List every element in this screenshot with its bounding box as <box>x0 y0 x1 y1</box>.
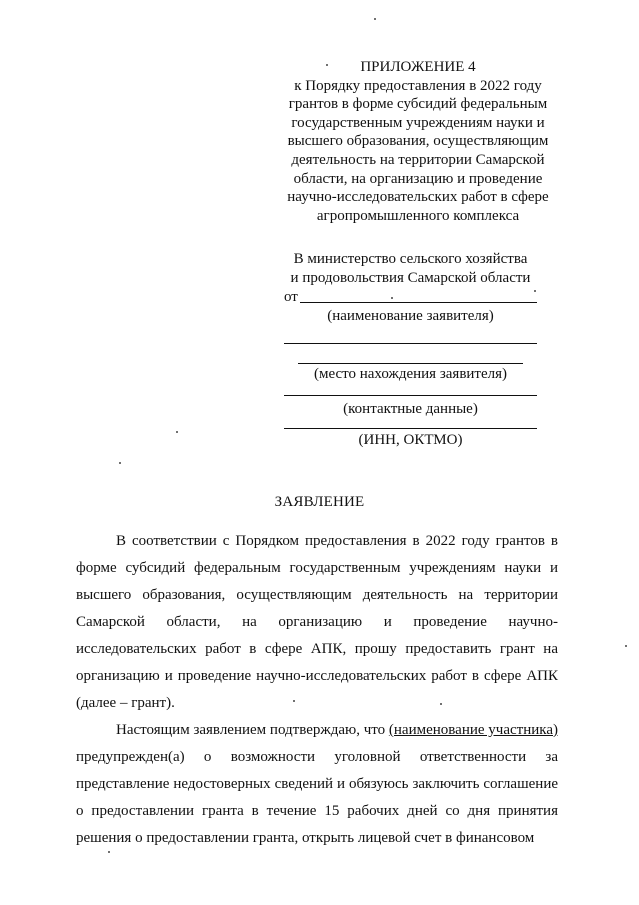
appendix-line: области, на организацию и проведение <box>293 170 543 187</box>
statement-title: ЗАЯВЛЕНИЕ <box>274 494 365 510</box>
inn-caption: (ИНН, ОКТМО) <box>358 432 463 449</box>
inn-blank[interactable] <box>284 427 537 429</box>
appendix-title: ПРИЛОЖЕНИЕ 4 <box>360 59 476 75</box>
appendix-line: государственным учреждениям науки и <box>291 114 545 131</box>
scan-speck <box>108 851 110 853</box>
appendix-line: высшего образования, осуществляющим <box>287 133 549 150</box>
statement-body <box>76 528 558 852</box>
appendix-line: научно-исследовательских работ в сфере <box>287 189 549 206</box>
scan-speck <box>119 462 121 464</box>
appendix-line: деятельность на территории Самарской <box>291 151 545 168</box>
addressee-block <box>284 250 537 449</box>
appendix-line: агропромышленного комплекса <box>316 207 520 224</box>
appendix-header <box>268 58 568 225</box>
paragraph-lead: Настоящим заявлением подтверждаю, что <box>116 722 386 738</box>
appendix-line: к Порядку предоставления в 2022 году <box>294 77 542 94</box>
scan-speck <box>440 703 442 705</box>
scan-speck <box>391 297 393 299</box>
appendix-line: грантов в форме субсидий федеральным <box>288 96 548 113</box>
scan-speck <box>326 64 328 66</box>
from-label: от <box>284 288 298 305</box>
addressee-line: и продовольствия Самарской области <box>290 269 531 286</box>
scan-speck <box>176 431 178 433</box>
location-caption: (место нахождения заявителя) <box>313 366 508 383</box>
statement-paragraph <box>76 717 558 852</box>
from-row <box>284 287 537 306</box>
scan-speck <box>374 18 376 20</box>
applicant-name-blank[interactable] <box>300 301 537 303</box>
applicant-name-blank-2[interactable] <box>284 342 537 344</box>
scan-speck <box>293 700 295 702</box>
contacts-blank[interactable] <box>284 394 537 396</box>
contacts-caption: (контактные данные) <box>343 401 478 418</box>
paragraph-rest: предупрежден(а) о возможности уголовной ответственности за представление недостоверных сведений и обязуюсь заключить соглашение о предоставлении гранта в течение 15 рабочих дней со дня принятия решения о предоставлении гранта, открыть лицевой счет в финансовом <box>76 749 558 846</box>
location-blank[interactable] <box>298 362 523 364</box>
scan-speck <box>625 645 627 647</box>
applicant-name-caption: (наименование заявителя) <box>327 308 494 325</box>
scan-speck <box>534 290 536 292</box>
addressee-line: В министерство сельского хозяйства <box>293 251 528 267</box>
participant-name-placeholder: (наименование участника) <box>388 722 558 738</box>
statement-paragraph: В соответствии с Порядком предоставления в 2022 году грантов в форме субсидий федеральным государственным учреждениям науки и высшего образования, осуществляющим деятельность на территории Самарской области, на организацию и проведение научно-исследовательских работ в сфере АПК, прошу предоставить грант на организацию и проведение научно-исследовательских работ в сфере АПК (далее – грант). <box>76 533 558 711</box>
